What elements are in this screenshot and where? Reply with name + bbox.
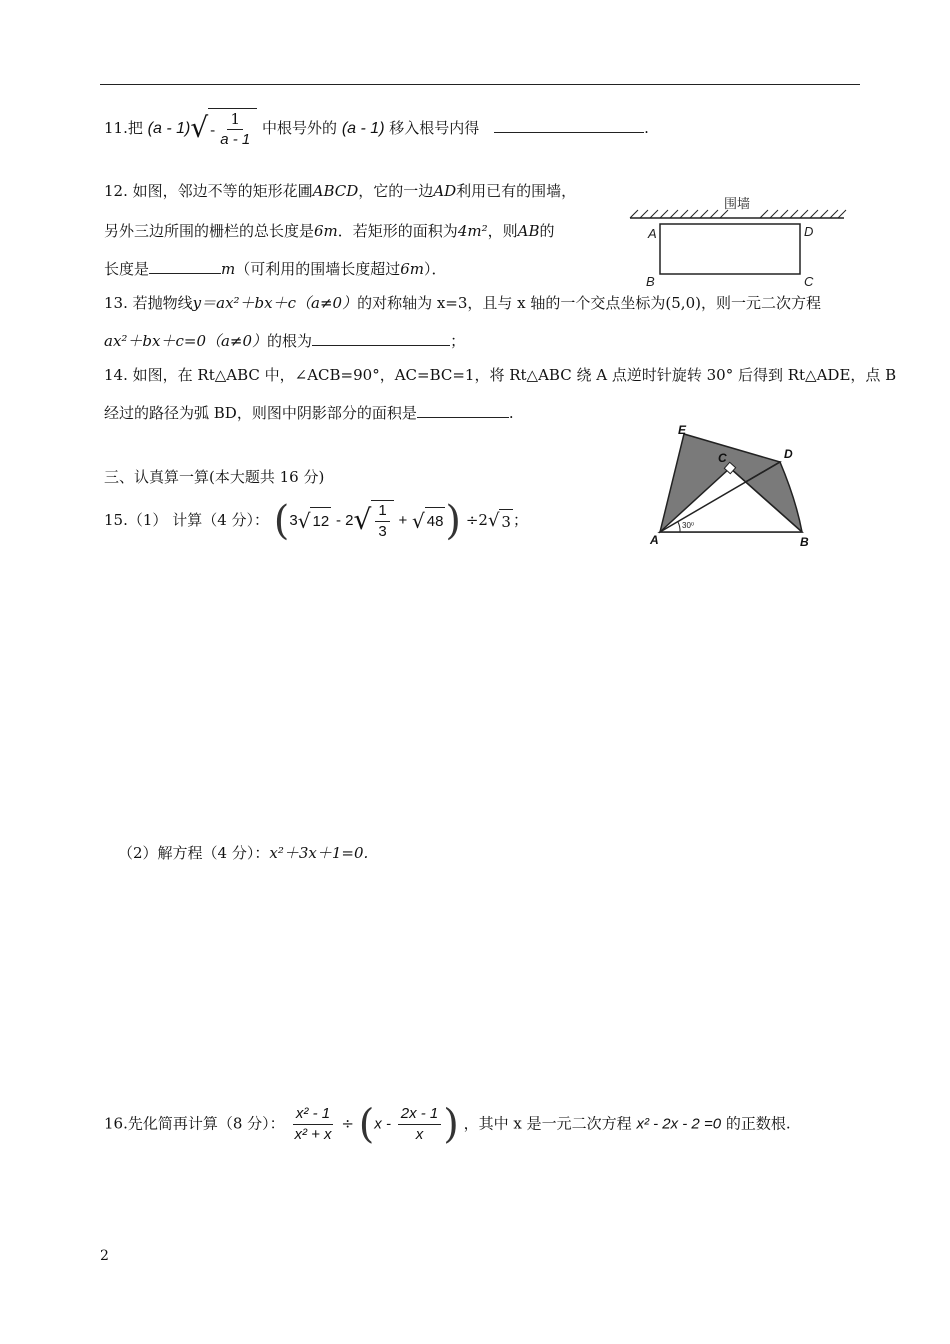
q12-line2c: ，则 (487, 222, 518, 240)
q12-abcd: ABCD (312, 182, 359, 200)
q12-line1c: 利用已有的围墙， (456, 182, 577, 200)
point-a-label: A (650, 533, 659, 547)
q15-part2-label: （2）解方程（4 分）： (118, 844, 270, 862)
question-13-line2 (104, 330, 465, 351)
q11-neg: - (210, 120, 216, 139)
q16-frac1 (291, 1104, 334, 1145)
q14-end: . (508, 404, 514, 422)
q13-label: 13. (104, 294, 128, 312)
q11-factor: (a - 1) (147, 120, 191, 137)
q14-label: 14. (104, 366, 128, 384)
wall-label: 围墙 (724, 196, 751, 211)
q12-line3b: （可利用的围墙长度超过 (235, 260, 401, 278)
q15-frac-den: 3 (378, 523, 387, 540)
q16-f2-num: 2x - 1 (398, 1104, 442, 1125)
q15-r1: 12 (310, 507, 331, 535)
q16-right-paren: ) (443, 1101, 459, 1148)
q11-text1: 把 (127, 119, 143, 137)
point-c-label: C (718, 451, 727, 465)
point-c-label: C (804, 274, 814, 288)
question-13-line1 (104, 292, 821, 313)
q15-text: 计算（4 分）： (172, 511, 269, 529)
q12-ab: AB (517, 222, 540, 240)
point-b-label: B (646, 274, 655, 288)
q13-eq: y＝ax²＋bx＋c（a≠0） (192, 294, 358, 312)
q15-r3: 3 (499, 509, 513, 533)
point-b-label: B (800, 535, 809, 549)
question-14-line2 (104, 402, 514, 423)
q12-line2a: 另外三边所围的栅栏的总长度是 (104, 222, 315, 240)
question-12-line1 (104, 180, 576, 201)
q11-frac-num: 1 (227, 109, 243, 130)
q15-sqrt4: √ 3 (487, 510, 511, 531)
wall-hatch (630, 210, 846, 218)
q12-line2d: 的 (539, 222, 555, 240)
left-paren: ( (273, 498, 290, 544)
q16-text2: ，其中 x 是一元二次方程 (463, 1114, 632, 1133)
q16-div: ÷ (341, 1114, 354, 1133)
header-rule (100, 84, 860, 85)
q12-line1: 如图，邻边不等的矩形花圃 (132, 182, 313, 200)
q16-eq: x² - 2x - 2 =0 (636, 1115, 722, 1133)
q12-line2b: ．若矩形的面积为 (337, 222, 458, 240)
q12-len: 6m (314, 222, 338, 240)
q13-answer-blank[interactable] (312, 331, 450, 346)
q15-sqrt1: √ 12 (297, 509, 330, 533)
question-16 (104, 1101, 791, 1148)
q11-frac-den: a - 1 (220, 131, 251, 148)
question-12-line2 (104, 220, 554, 241)
q15-minus: - 2 (335, 512, 354, 529)
q12-label: 12. (104, 182, 128, 200)
q15-frac-num: 1 (375, 501, 389, 522)
q12-unit: m (221, 260, 236, 278)
right-paren: ) (445, 498, 462, 544)
q12-figure (626, 192, 850, 288)
q16-f1-den: x² + x (294, 1126, 332, 1143)
q15-sqrt2: √ $\frac{1}{3}$ (353, 500, 393, 542)
q13-eq2: ax²＋bx＋c=0（a≠0） (104, 332, 268, 350)
q12-answer-blank[interactable] (149, 259, 221, 274)
point-a-label: A (648, 226, 657, 241)
angle-label: 30⁰ (682, 521, 695, 530)
q14-answer-blank[interactable] (417, 403, 509, 418)
q12-line3d: ）． (424, 260, 447, 278)
q13-end: ； (450, 332, 466, 350)
q11-factor2: (a - 1) (341, 120, 385, 137)
q15-end: ； (512, 511, 528, 529)
q14-figure (646, 420, 818, 552)
section-3-title (104, 466, 324, 487)
q16-label: 16.先化简再计算（8 分）： (104, 1114, 285, 1133)
q16-left-paren: ( (358, 1101, 375, 1148)
q15-part2-eq: x²＋3x＋1=0. (269, 844, 369, 862)
section-3-text: 三、认真算一算(本大题共 16 分) (104, 468, 325, 486)
q12-area: 4m² (457, 222, 488, 240)
q11-text2: 中根号外的 (262, 119, 338, 137)
q15-plus: + (398, 512, 408, 529)
q14-line1: 如图，在 Rt△ABC 中，∠ACB=90°，AC=BC=1，将 Rt△ABC 绕 A 点逆时针旋转 30° 后得到 Rt△ADE，点 B (132, 366, 897, 384)
radical-sign-icon: √ (190, 111, 209, 144)
q13-line2b: 的根为 (267, 332, 313, 350)
question-15-part1 (104, 500, 528, 542)
point-d-label: D (784, 447, 793, 461)
q12-line1b: ，它的一边 (358, 182, 434, 200)
question-14-line1 (104, 364, 896, 385)
q15-sqrt3: √ 48 (411, 509, 444, 533)
q11-label: 11. (104, 119, 128, 137)
q16-frac2 (398, 1104, 442, 1145)
q11-end: . (644, 119, 649, 137)
q12-line3c: 6m (400, 260, 425, 278)
point-e-label: E (678, 423, 687, 437)
q12-line3a: 长度是 (104, 260, 150, 278)
rectangle-abcd (660, 224, 800, 274)
point-d-label: D (804, 224, 814, 239)
q11-text3: 移入根号内得 (389, 119, 480, 137)
q16-f1-num: x² - 1 (293, 1104, 333, 1125)
q15-label: 15.（1） (104, 511, 168, 529)
question-11 (104, 108, 649, 150)
q12-ad: AD (433, 182, 457, 200)
q16-text3: 的正数根. (725, 1114, 791, 1133)
q13-line1a: 若抛物线 (132, 294, 193, 312)
q13-line1b: 的对称轴为 x=3，且与 x 轴的一个交点坐标为(5,0)，则一元二次方程 (357, 294, 821, 312)
question-15-part2 (118, 842, 368, 863)
q11-sqrt (190, 108, 257, 150)
page-number: 2 (100, 1248, 109, 1264)
q16-inner-a: x - (374, 1115, 391, 1133)
q15-r2: 48 (425, 507, 446, 535)
question-12-line3 (104, 258, 447, 279)
q11-answer-blank[interactable] (494, 118, 644, 133)
q15-div: ÷2 (465, 511, 488, 529)
q14-line2a: 经过的路径为弧 BD，则图中阴影部分的面积是 (104, 404, 417, 422)
q16-f2-den: x (415, 1126, 424, 1143)
q15-t1: 3 (289, 512, 298, 529)
